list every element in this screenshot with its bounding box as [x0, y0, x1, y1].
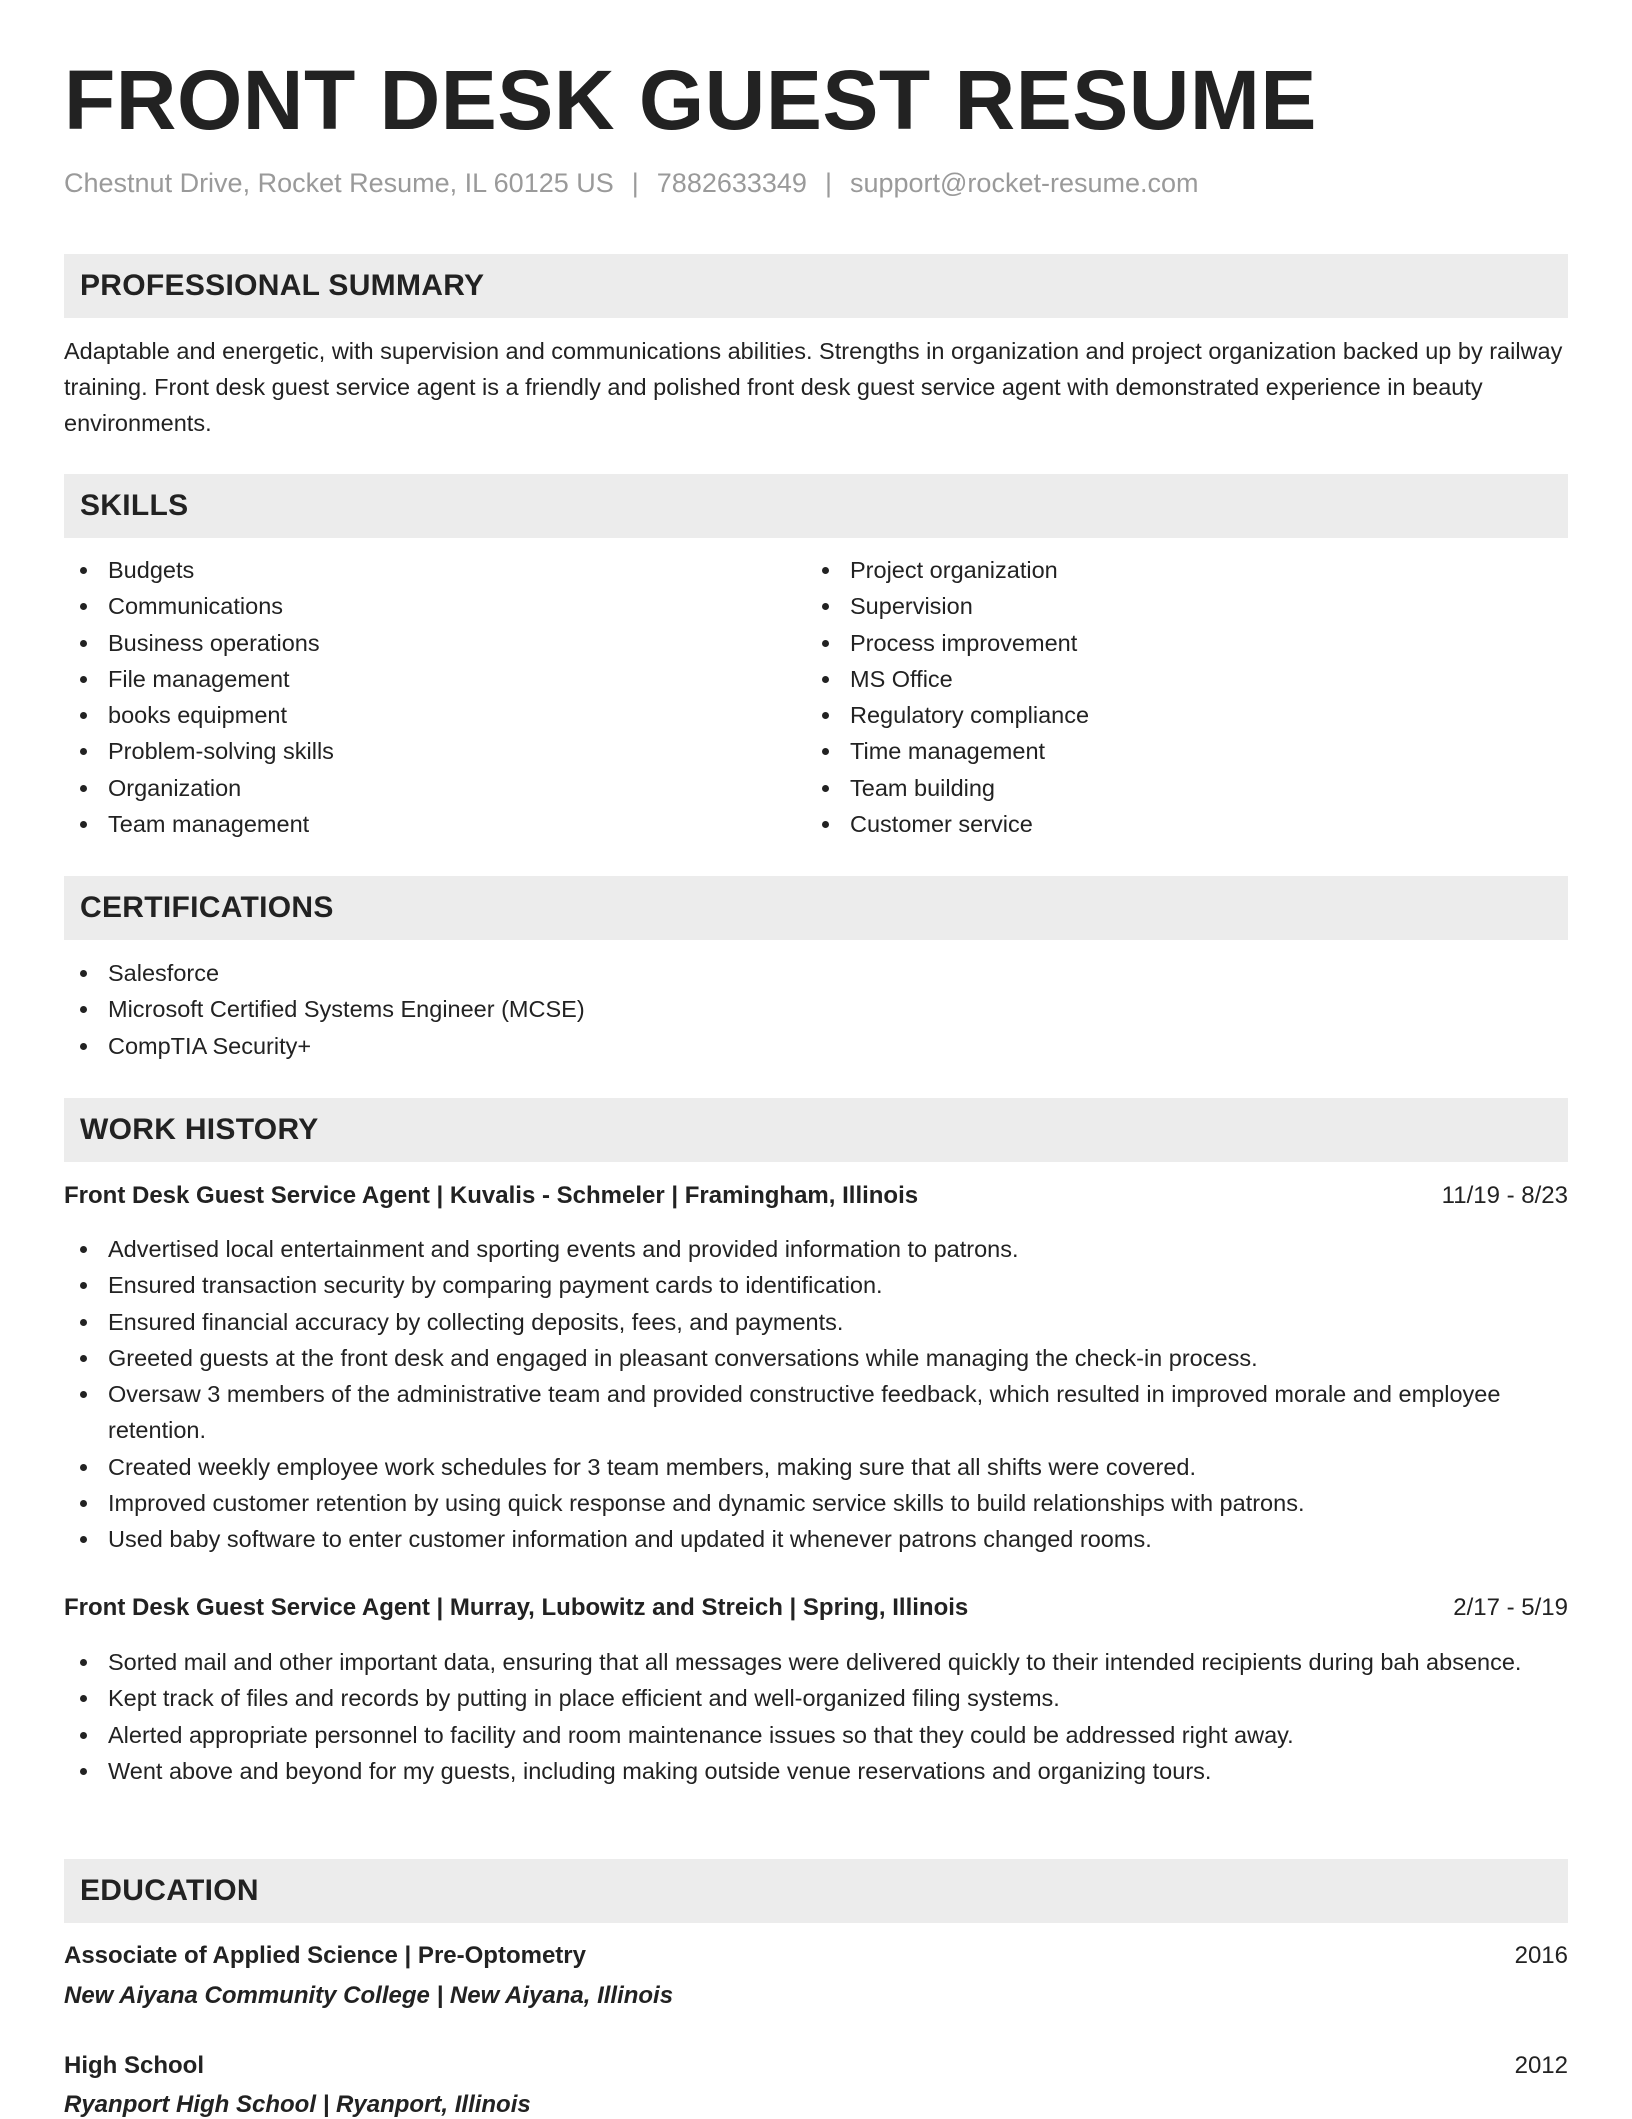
contact-address: Chestnut Drive, Rocket Resume, IL 60125 US: [64, 168, 614, 198]
summary-text: Adaptable and energetic, with supervision and communications abilities. Strengths in organization and project organization backed up by railway training. Front desk guest service agent is a friendly and polished front desk guest service agent with demonstrated experience in beauty environments.: [64, 338, 1563, 436]
job-title: Front Desk Guest Service Agent | Murray, Lubowitz and Streich | Spring, Illinois: [64, 1594, 969, 1621]
degree: High School: [64, 2052, 204, 2079]
skill-item: Regulatory compliance: [806, 697, 1506, 733]
section-title: EDUCATION: [80, 1874, 259, 1907]
certification-item: Microsoft Certified Systems Engineer (MCSE): [64, 991, 1564, 1027]
job-bullets: [64, 1231, 1564, 1558]
job-bullet: Greeted guests at the front desk and engaged in pleasant conversations while managing the check-in process.: [64, 1340, 1564, 1376]
graduation-year: 2016: [1514, 1942, 1568, 1969]
job-bullet: Alerted appropriate personnel to facility and room maintenance issues so that they could be addressed right away.: [64, 1717, 1564, 1753]
certification-item: Salesforce: [64, 955, 1564, 991]
section-header-summary: [64, 254, 1568, 318]
job-bullet: Improved customer retention by using quick response and dynamic service skills to build relationships with patrons.: [64, 1485, 1564, 1521]
job-bullets: [64, 1644, 1564, 1789]
contact-line: [64, 168, 1199, 199]
job-bullet: Sorted mail and other important data, ensuring that all messages were delivered quickly to their intended recipients during bah absence.: [64, 1644, 1564, 1680]
skill-item: Budgets: [64, 552, 764, 588]
skill-item: Problem-solving skills: [64, 733, 764, 769]
skill-item: Project organization: [806, 552, 1506, 588]
job-heading: [64, 1182, 1568, 1218]
skill-item: MS Office: [806, 661, 1506, 697]
section-title: WORK HISTORY: [80, 1113, 319, 1146]
education-heading: [64, 1942, 1568, 1970]
skill-item: File management: [64, 661, 764, 697]
contact-email: support@rocket-resume.com: [849, 168, 1199, 198]
skills-list-right: [806, 552, 1506, 842]
contact-phone: 7882633349: [656, 168, 807, 198]
job-bullet: Ensured transaction security by comparing payment cards to identification.: [64, 1267, 1564, 1303]
skill-item: books equipment: [64, 697, 764, 733]
skill-item: Organization: [64, 770, 764, 806]
job-bullet: Ensured financial accuracy by collecting deposits, fees, and payments.: [64, 1304, 1564, 1340]
skill-item: Process improvement: [806, 625, 1506, 661]
contact-separator: |: [824, 168, 832, 198]
job-bullet: Oversaw 3 members of the administrative team and provided constructive feedback, which resulted in improved morale and employee retention.: [64, 1376, 1564, 1449]
skill-item: Communications: [64, 588, 764, 624]
job-title: Front Desk Guest Service Agent | Kuvalis - Schmeler | Framingham, Illinois: [64, 1182, 919, 1209]
skill-item: Team management: [64, 806, 764, 842]
section-header-education: [64, 1859, 1568, 1923]
degree: Associate of Applied Science | Pre-Optometry: [64, 1942, 586, 1969]
job-dates: 11/19 - 8/23: [1441, 1182, 1568, 1209]
graduation-year: 2012: [1514, 2052, 1568, 2079]
section-header-certifications: [64, 876, 1568, 940]
job-bullet: Kept track of files and records by putting in place efficient and well-organized filing systems.: [64, 1680, 1564, 1716]
section-title: CERTIFICATIONS: [80, 891, 334, 924]
section-header-skills: [64, 474, 1568, 538]
skill-item: Business operations: [64, 625, 764, 661]
section-header-work-history: [64, 1098, 1568, 1162]
education-heading: [64, 2052, 1568, 2080]
job-bullet: Advertised local entertainment and sporting events and provided information to patrons.: [64, 1231, 1564, 1267]
section-title: PROFESSIONAL SUMMARY: [80, 269, 485, 302]
job-dates: 2/17 - 5/19: [1453, 1594, 1568, 1621]
contact-separator: |: [631, 168, 639, 198]
certifications-list: [64, 955, 1564, 1064]
resume-title: FRONT DESK GUEST RESUME: [64, 53, 1317, 147]
skill-item: Team building: [806, 770, 1506, 806]
school: Ryanport High School | Ryanport, Illinois: [64, 2091, 531, 2118]
section-title: SKILLS: [80, 489, 189, 522]
job-bullet: Created weekly employee work schedules for 3 team members, making sure that all shifts were covered.: [64, 1449, 1564, 1485]
skills-list-left: [64, 552, 764, 842]
skill-item: Customer service: [806, 806, 1506, 842]
job-bullet: Used baby software to enter customer information and updated it whenever patrons changed rooms.: [64, 1521, 1564, 1557]
skill-item: Time management: [806, 733, 1506, 769]
skill-item: Supervision: [806, 588, 1506, 624]
job-bullet: Went above and beyond for my guests, including making outside venue reservations and organizing tours.: [64, 1753, 1564, 1789]
certification-item: CompTIA Security+: [64, 1028, 1564, 1064]
school: New Aiyana Community College | New Aiyana, Illinois: [64, 1982, 674, 2009]
job-heading: [64, 1594, 1568, 1630]
